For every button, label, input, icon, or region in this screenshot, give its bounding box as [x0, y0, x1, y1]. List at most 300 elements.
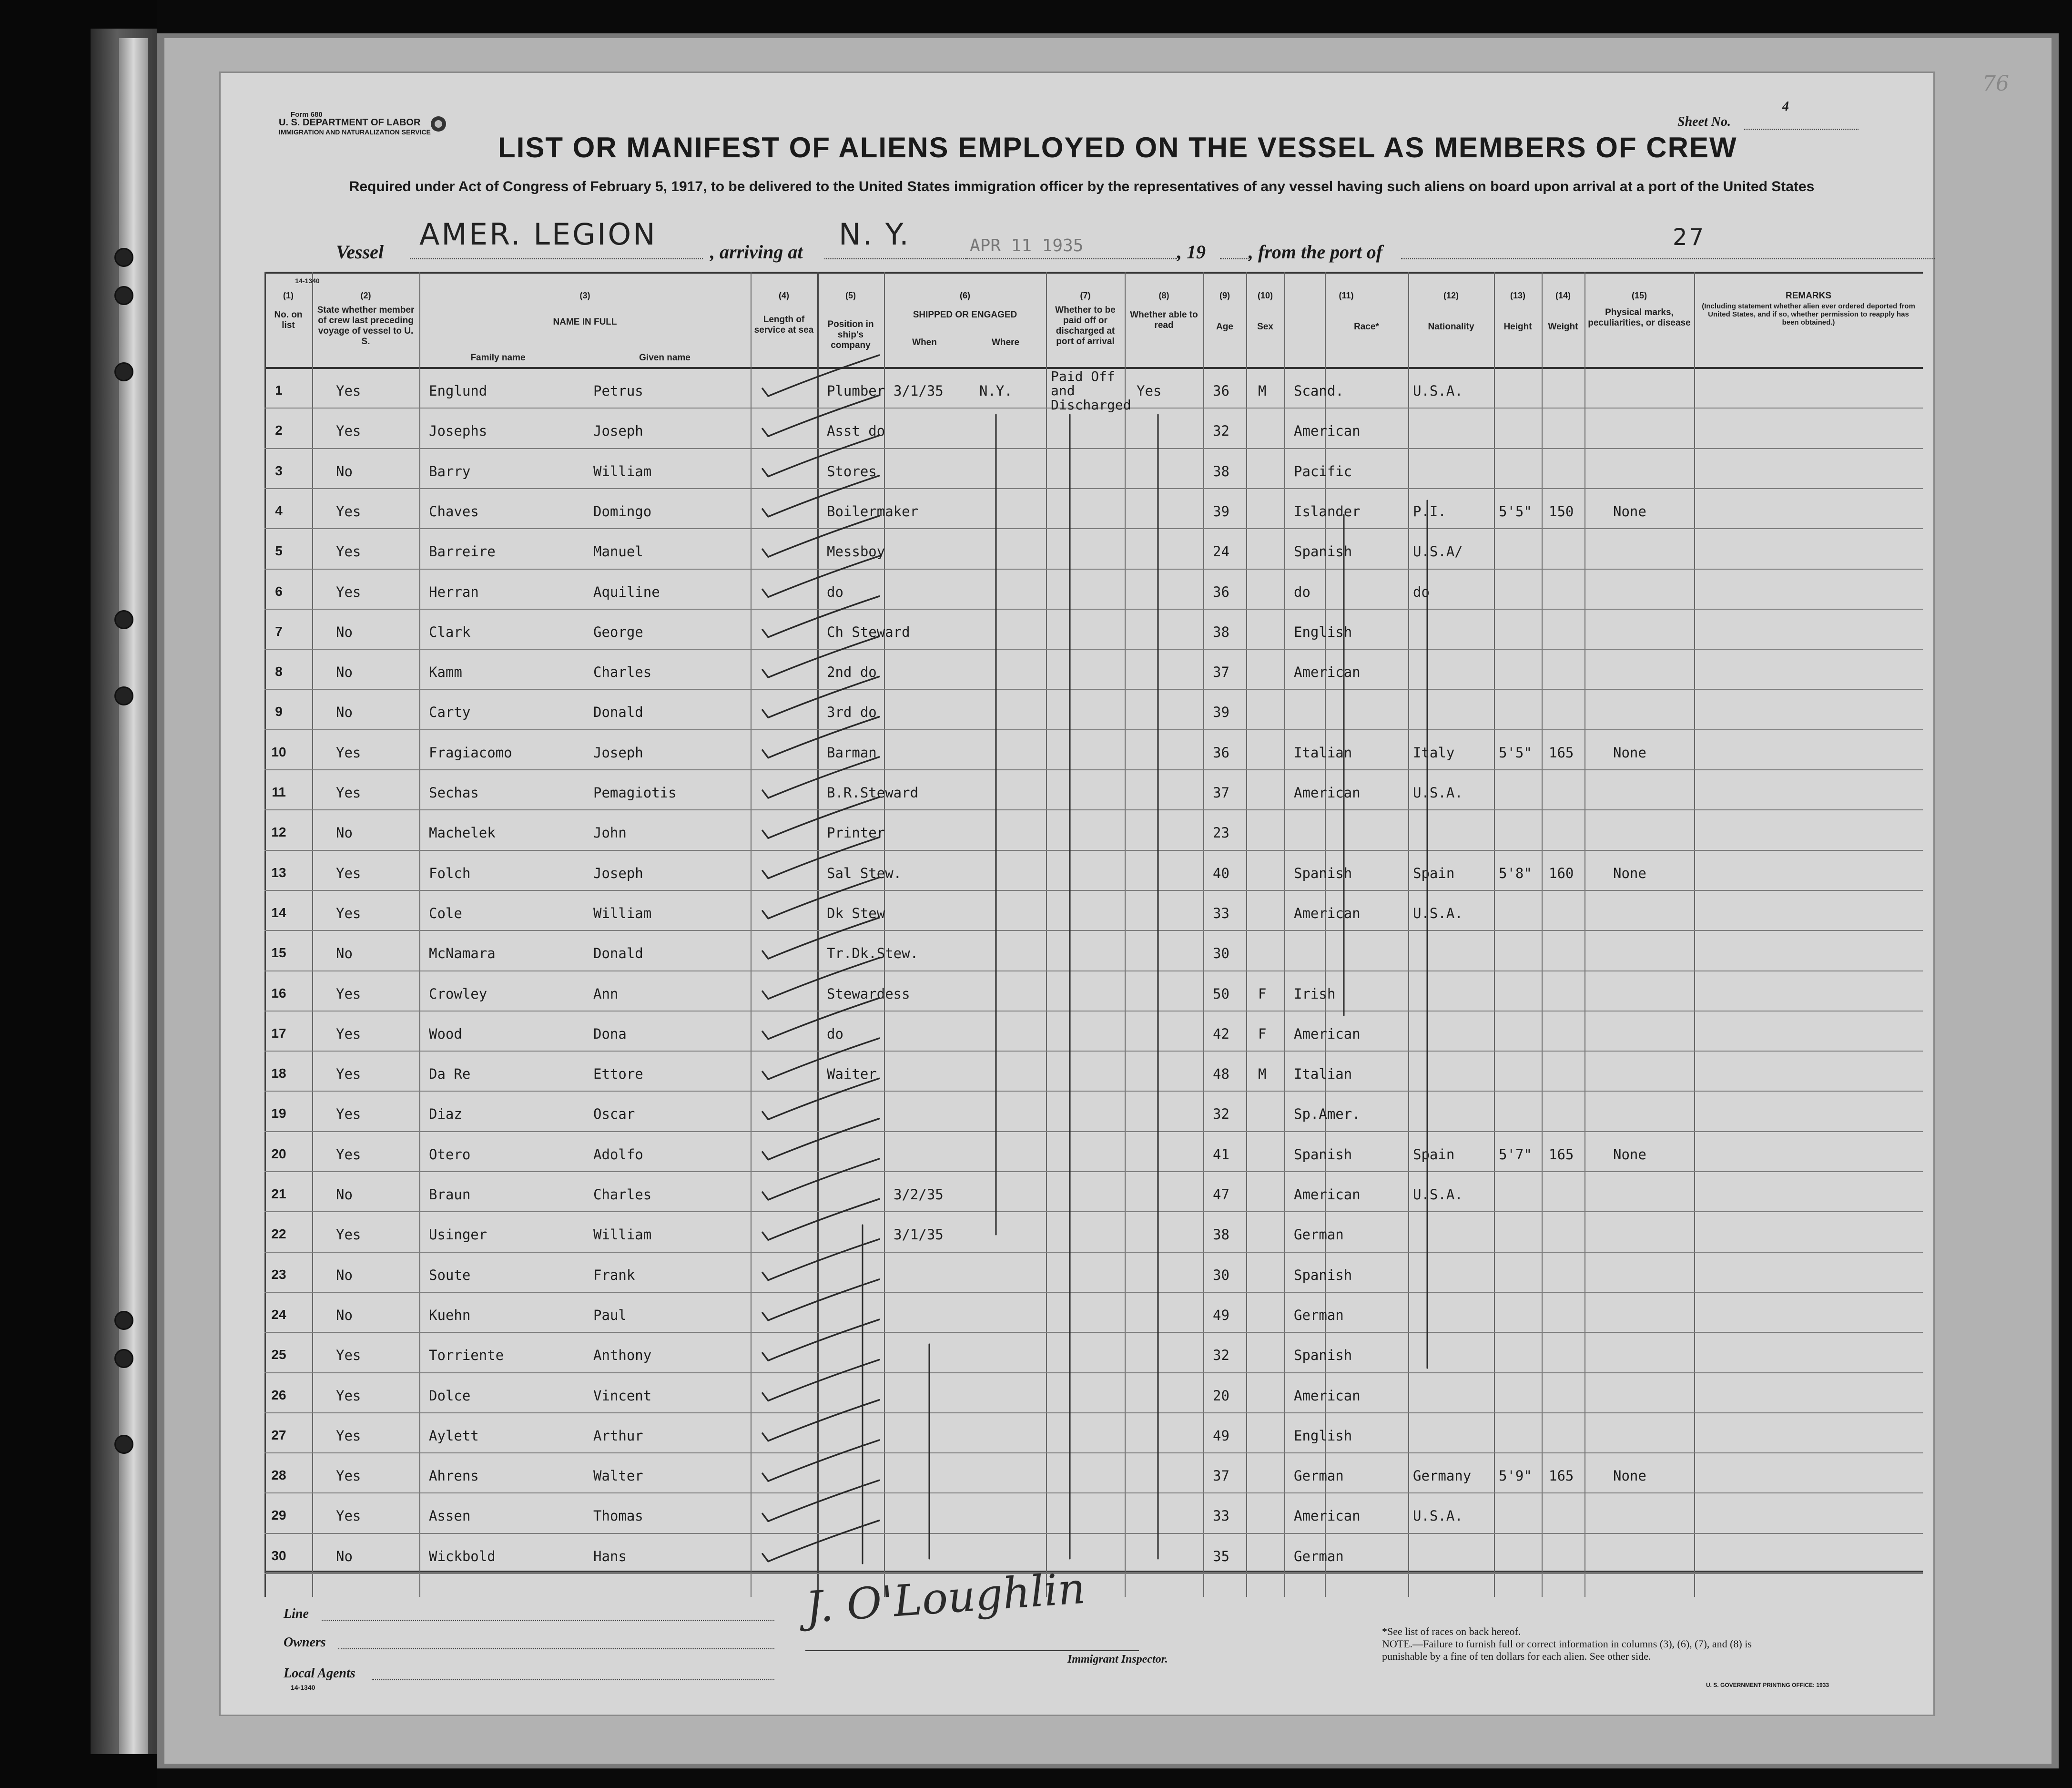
sex-cell: M — [1258, 1066, 1267, 1083]
given-name-cell: Donald — [593, 704, 643, 721]
physical-marks-cell: None — [1613, 1468, 1646, 1484]
nationality-cell: do — [1413, 583, 1430, 600]
arriving-label: , arriving at — [710, 241, 803, 263]
position-cell: 3rd do — [827, 704, 877, 721]
given-name-cell: Pemagiotis — [593, 785, 677, 801]
able-to-read-cell: Yes — [1137, 383, 1162, 399]
position-cell: Dk Stew — [827, 905, 885, 921]
col-num-7: (7) — [1080, 291, 1091, 300]
age-cell: 38 — [1213, 623, 1229, 640]
age-cell: 37 — [1213, 664, 1229, 681]
age-cell: 48 — [1213, 1066, 1229, 1083]
prev-voyage-cell: Yes — [336, 1106, 361, 1123]
row-number: 11 — [272, 785, 286, 799]
given-name-cell: John — [593, 825, 627, 841]
physical-marks-cell: None — [1613, 744, 1646, 761]
binder-edge — [0, 0, 157, 1788]
family-name-cell: Clark — [429, 623, 471, 640]
binder-hole — [114, 248, 133, 267]
row-number: 15 — [271, 945, 286, 960]
pen-stroke — [762, 757, 879, 798]
nationality-cell: U.S.A/ — [1413, 543, 1463, 560]
given-name-cell: Petrus — [593, 383, 643, 399]
physical-marks-cell: None — [1613, 865, 1646, 881]
prev-voyage-cell: No — [336, 945, 353, 962]
family-name-cell: Ahrens — [429, 1468, 479, 1484]
race-cell: American — [1294, 1186, 1361, 1203]
row-number: 14 — [271, 905, 286, 920]
owners-label: Owners — [284, 1635, 326, 1650]
position-cell: Stewardess — [827, 985, 910, 1002]
nationality-cell: Italy — [1413, 744, 1455, 761]
form-number: Form 680 — [291, 111, 323, 119]
nationality-cell: U.S.A. — [1413, 1508, 1463, 1524]
col-num-13: (13) — [1510, 291, 1525, 300]
age-cell: 38 — [1213, 1226, 1229, 1243]
row-number: 23 — [271, 1267, 286, 1282]
row-number: 17 — [271, 1025, 286, 1041]
position-cell: Plumber — [827, 383, 885, 399]
pen-stroke — [762, 1279, 879, 1320]
family-name-cell: Kuehn — [429, 1307, 471, 1323]
col-header-paid-off: Whether to be paid off or discharged at port of arrival — [1055, 305, 1116, 347]
row-number: 9 — [275, 704, 283, 719]
binder-hole — [114, 286, 133, 305]
given-name-cell: Joseph — [593, 423, 643, 439]
race-cell: German — [1294, 1307, 1344, 1323]
prev-voyage-cell: Yes — [336, 1146, 361, 1163]
age-cell: 37 — [1213, 785, 1229, 801]
prev-voyage-cell: Yes — [336, 423, 361, 439]
height-cell: 5'5" — [1499, 744, 1532, 761]
height-cell: 5'9" — [1499, 1468, 1532, 1484]
family-name-cell: Aylett — [429, 1427, 479, 1444]
family-name-cell: Dolce — [429, 1387, 471, 1404]
owners-underline — [338, 1648, 774, 1649]
row-number: 5 — [275, 543, 283, 559]
age-cell: 49 — [1213, 1307, 1229, 1323]
printer-line: U. S. GOVERNMENT PRINTING OFFICE: 1933 — [1706, 1682, 1829, 1688]
vessel-label: Vessel — [336, 241, 384, 263]
race-cell: Pacific — [1294, 463, 1352, 480]
binder-hole — [114, 610, 133, 629]
shipped-where-cell: N.Y. — [979, 383, 1013, 399]
weight-cell: 150 — [1549, 503, 1574, 520]
agents-label: Local Agents — [284, 1666, 355, 1681]
race-cell: Spanish — [1294, 865, 1352, 881]
age-cell: 32 — [1213, 423, 1229, 439]
prev-voyage-cell: Yes — [336, 905, 361, 921]
nationality-cell: P.I. — [1413, 503, 1446, 520]
prev-voyage-cell: Yes — [336, 785, 361, 801]
given-name-cell: Donald — [593, 945, 643, 962]
row-number: 6 — [275, 583, 283, 599]
col-num-15: (15) — [1631, 291, 1647, 300]
sheet-number: 4 — [1782, 99, 1789, 114]
date-line — [967, 258, 1177, 259]
age-cell: 41 — [1213, 1146, 1229, 1163]
pen-stroke — [762, 1400, 879, 1441]
given-name-cell: Paul — [593, 1307, 627, 1323]
race-cell: Irish — [1294, 985, 1336, 1002]
col-header-given: Given name — [639, 353, 691, 363]
pen-stroke — [762, 1199, 879, 1240]
family-name-cell: Wood — [429, 1025, 462, 1042]
col-header-remarks: REMARKS — [1785, 291, 1832, 301]
given-name-cell: Oscar — [593, 1106, 635, 1123]
agents-code: 14-1340 — [291, 1684, 315, 1691]
family-name-cell: Da Re — [429, 1066, 471, 1083]
race-cell: American — [1294, 1025, 1361, 1042]
row-number: 29 — [271, 1508, 286, 1523]
age-cell: 33 — [1213, 1508, 1229, 1524]
row-number: 19 — [271, 1106, 286, 1121]
col-header-remarks-note: (Including statement whether alien ever ordered deported from United States, and if so, whether permission to reapply has been obtained.) — [1702, 302, 1915, 327]
race-cell: Spanish — [1294, 1146, 1352, 1163]
row-number: 30 — [271, 1548, 286, 1563]
position-cell: Printer — [827, 825, 885, 841]
family-name-cell: Englund — [429, 383, 488, 399]
age-cell: 35 — [1213, 1548, 1229, 1564]
arriving-line — [824, 258, 967, 259]
from-port-label: , from the port of — [1249, 241, 1383, 263]
pen-stroke — [762, 1319, 879, 1360]
age-cell: 38 — [1213, 463, 1229, 480]
col-header-marks: Physical marks, peculiarities, or disease — [1588, 307, 1691, 328]
col-num-11: (11) — [1339, 291, 1354, 300]
race-cell: German — [1294, 1468, 1344, 1484]
position-cell: do — [827, 1025, 843, 1042]
given-name-cell: Manuel — [593, 543, 643, 560]
col-header-prev-voyage: State whether member of crew last preceding voyage of vessel to U. S. — [317, 305, 415, 347]
position-cell: do — [827, 583, 843, 600]
prev-voyage-cell: No — [336, 1307, 353, 1323]
position-cell: Messboy — [827, 543, 885, 560]
race-cell: do — [1294, 583, 1310, 600]
age-cell: 42 — [1213, 1025, 1229, 1042]
given-name-cell: Ann — [593, 985, 619, 1002]
col-num-6: (6) — [960, 291, 970, 300]
race-cell: American — [1294, 664, 1361, 681]
position-cell: Stores — [827, 463, 877, 480]
position-cell: Boilermaker — [827, 503, 919, 520]
race-cell: Spanish — [1294, 543, 1352, 560]
given-name-cell: Domingo — [593, 503, 652, 520]
position-cell: Tr.Dk.Stew. — [827, 945, 919, 962]
pen-stroke — [762, 878, 879, 919]
year-line — [1220, 258, 1249, 259]
shipped-when-cell: 3/1/35 — [894, 383, 944, 399]
nationality-cell: U.S.A. — [1413, 785, 1463, 801]
sex-cell: F — [1258, 985, 1267, 1002]
manifest-form — [219, 72, 1935, 1716]
prev-voyage-cell: Yes — [336, 1025, 361, 1042]
pen-stroke — [762, 1038, 879, 1079]
service-label: IMMIGRATION AND NATURALIZATION SERVICE — [279, 128, 431, 136]
family-name-cell: Fragiacomo — [429, 744, 512, 761]
nationality-cell: U.S.A. — [1413, 905, 1463, 921]
line-label: Line — [284, 1606, 309, 1621]
col-header-service: Length of service at sea — [754, 315, 814, 335]
nationality-cell: Spain — [1413, 865, 1455, 881]
age-cell: 30 — [1213, 1267, 1229, 1283]
crew-table — [264, 272, 1923, 1597]
weight-cell: 160 — [1549, 865, 1574, 881]
weight-cell: 165 — [1549, 744, 1574, 761]
given-name-cell: William — [593, 463, 652, 480]
pen-stroke — [762, 1360, 879, 1401]
races-note: *See list of races on back hereof. — [1382, 1625, 1521, 1637]
given-name-cell: Arthur — [593, 1427, 643, 1444]
family-name-cell: Folch — [429, 865, 471, 881]
col-header-family: Family name — [470, 353, 526, 363]
age-cell: 50 — [1213, 985, 1229, 1002]
age-cell: 47 — [1213, 1186, 1229, 1203]
binder-hole — [114, 1435, 133, 1454]
race-cell: German — [1294, 1226, 1344, 1243]
col-num-4: (4) — [779, 291, 789, 300]
prev-voyage-cell: No — [336, 704, 353, 721]
family-name-cell: Sechas — [429, 785, 479, 801]
col-header-height: Height — [1503, 322, 1532, 332]
col-header-when: When — [912, 337, 937, 347]
given-name-cell: Charles — [593, 1186, 652, 1203]
pen-stroke — [762, 958, 879, 999]
given-name-cell: Thomas — [593, 1508, 643, 1524]
row-number: 20 — [271, 1146, 286, 1161]
race-cell: Italian — [1294, 744, 1352, 761]
row-number: 3 — [275, 463, 283, 478]
pen-stroke — [762, 1159, 879, 1200]
race-cell: Spanish — [1294, 1267, 1352, 1283]
binder-hole — [114, 686, 133, 705]
pen-stroke — [762, 1239, 879, 1280]
position-cell: Barman — [827, 744, 877, 761]
age-cell: 32 — [1213, 1106, 1229, 1123]
pen-stroke — [762, 516, 879, 557]
age-cell: 40 — [1213, 865, 1229, 881]
col-header-no: No. on list — [274, 310, 303, 330]
given-name-cell: Charles — [593, 664, 652, 681]
col-num-3: (3) — [579, 291, 590, 300]
family-name-cell: Crowley — [429, 985, 488, 1002]
binder-hole — [114, 1349, 133, 1368]
age-cell: 32 — [1213, 1347, 1229, 1364]
fine-note: NOTE.—Failure to furnish full or correct information in columns (3), (6), (7), and (8) is punishable by a fine of ten dollars for each alien. See other side. — [1382, 1638, 1752, 1662]
col-num-12: (12) — [1443, 291, 1459, 300]
col-num-9: (9) — [1219, 291, 1230, 300]
family-name-cell: Carty — [429, 704, 471, 721]
row-number: 2 — [275, 423, 283, 438]
department-label: U. S. DEPARTMENT OF LABOR — [279, 117, 421, 128]
family-name-cell: Braun — [429, 1186, 471, 1203]
family-name-cell: Cole — [429, 905, 462, 921]
given-name-cell: Joseph — [593, 865, 643, 881]
col-header-name: NAME IN FULL — [553, 317, 617, 327]
pen-stroke — [762, 476, 879, 517]
vessel-name: AMER. LEGION — [419, 217, 657, 252]
position-cell: Ch Steward — [827, 623, 910, 640]
form-title: LIST OR MANIFEST OF ALIENS EMPLOYED ON THE VESSEL AS MEMBERS OF CREW — [498, 132, 1737, 163]
position-cell: Asst do — [827, 423, 885, 439]
physical-marks-cell: None — [1613, 503, 1646, 520]
family-name-cell: Chaves — [429, 503, 479, 520]
given-name-cell: William — [593, 1226, 652, 1243]
pen-stroke — [762, 1480, 879, 1521]
prev-voyage-cell: Yes — [336, 503, 361, 520]
paid-off-note: Paid Off and Discharged — [1051, 368, 1131, 413]
race-cell: American — [1294, 785, 1361, 801]
prev-voyage-cell: No — [336, 1186, 353, 1203]
prev-voyage-cell: Yes — [336, 744, 361, 761]
prev-voyage-cell: Yes — [336, 1387, 361, 1404]
pen-stroke — [762, 717, 879, 758]
form-subtitle: Required under Act of Congress of February 5, 1917, to be delivered to the United States immigration officer by the representatives of any vessel having such aliens on board upon arrival at a port of the United States — [349, 179, 1815, 194]
family-name-cell: Diaz — [429, 1106, 462, 1123]
prev-voyage-cell: Yes — [336, 383, 361, 399]
row-number: 22 — [271, 1226, 286, 1242]
prev-voyage-cell: No — [336, 623, 353, 640]
family-name-cell: Usinger — [429, 1226, 488, 1243]
height-cell: 5'8" — [1499, 865, 1532, 881]
row-number: 1 — [275, 383, 283, 398]
row-number: 10 — [271, 744, 286, 759]
age-cell: 36 — [1213, 744, 1229, 761]
pen-stroke — [762, 918, 879, 959]
col-num-14: (14) — [1555, 291, 1571, 300]
seal-icon — [429, 114, 448, 133]
prev-voyage-cell: Yes — [336, 1427, 361, 1444]
prev-voyage-cell: No — [336, 664, 353, 681]
race-cell: Italian — [1294, 1066, 1352, 1083]
agents-underline — [372, 1679, 774, 1680]
row-number: 28 — [271, 1468, 286, 1483]
col-num-10: (10) — [1257, 291, 1273, 300]
vessel-line — [410, 258, 703, 259]
age-cell: 24 — [1213, 543, 1229, 560]
signature-line — [805, 1650, 1139, 1651]
pen-stroke — [762, 1521, 879, 1562]
from-port-number: 27 — [1673, 224, 1706, 251]
weight-cell: 165 — [1549, 1468, 1574, 1484]
given-name-cell: Joseph — [593, 744, 643, 761]
race-cell: American — [1294, 1508, 1361, 1524]
shipped-when-cell: 3/2/35 — [894, 1186, 944, 1203]
prev-voyage-cell: Yes — [336, 865, 361, 881]
position-cell: 2nd do — [827, 664, 877, 681]
race-cell: Islander — [1294, 503, 1361, 520]
family-name-cell: Wickbold — [429, 1548, 496, 1564]
handwritten-marks — [264, 272, 1923, 1597]
age-cell: 36 — [1213, 383, 1229, 399]
position-cell: Waiter — [827, 1066, 877, 1083]
col-header-sex: Sex — [1257, 322, 1273, 332]
inspector-signature: J. O'Loughlin — [804, 1563, 1087, 1633]
given-name-cell: George — [593, 623, 643, 640]
col-header-race: Race* — [1354, 322, 1379, 332]
col-header-age: Age — [1216, 322, 1233, 332]
age-cell: 36 — [1213, 583, 1229, 600]
prev-voyage-cell: Yes — [336, 1066, 361, 1083]
col-header-position: Position in ship's company — [827, 319, 874, 350]
row-number: 4 — [275, 503, 283, 518]
physical-marks-cell: None — [1613, 1146, 1646, 1163]
nationality-cell: Spain — [1413, 1146, 1455, 1163]
given-name-cell: Hans — [593, 1548, 627, 1564]
age-cell: 30 — [1213, 945, 1229, 962]
nationality-cell: Germany — [1413, 1468, 1472, 1484]
position-cell: Sal Stew. — [827, 865, 902, 881]
col-header-where: Where — [991, 337, 1020, 347]
given-name-cell: William — [593, 905, 652, 921]
age-cell: 37 — [1213, 1468, 1229, 1484]
prev-voyage-cell: Yes — [336, 1347, 361, 1364]
row-number: 18 — [271, 1066, 286, 1081]
given-name-cell: Aquiline — [593, 583, 660, 600]
row-number: 26 — [271, 1387, 286, 1402]
binder-hole — [114, 362, 133, 381]
race-cell: German — [1294, 1548, 1344, 1564]
row-number: 21 — [271, 1186, 286, 1201]
family-name-cell: McNamara — [429, 945, 496, 962]
age-cell: 39 — [1213, 503, 1229, 520]
family-name-cell: Barry — [429, 463, 471, 480]
family-name-cell: Josephs — [429, 423, 488, 439]
year-label: , 19 — [1177, 241, 1206, 263]
given-name-cell: Ettore — [593, 1066, 643, 1083]
family-name-cell: Soute — [429, 1267, 471, 1283]
given-name-cell: Dona — [593, 1025, 627, 1042]
date-stamp: APR 11 1935 — [970, 236, 1084, 255]
race-cell: American — [1294, 423, 1361, 439]
prev-voyage-cell: No — [336, 1548, 353, 1564]
prev-voyage-cell: Yes — [336, 1226, 361, 1243]
race-cell: English — [1294, 623, 1352, 640]
position-cell: B.R.Steward — [827, 785, 919, 801]
race-cell: American — [1294, 1387, 1361, 1404]
sheet-no-line — [1744, 129, 1859, 130]
from-port-line — [1401, 258, 1935, 259]
pen-stroke — [762, 838, 879, 879]
family-name-cell: Torriente — [429, 1347, 504, 1364]
family-name-cell: Otero — [429, 1146, 471, 1163]
family-name-cell: Machelek — [429, 825, 496, 841]
given-name-cell: Anthony — [593, 1347, 652, 1364]
pen-stroke — [762, 556, 879, 597]
pen-stroke — [762, 676, 879, 717]
arriving-port: N. Y. — [839, 217, 911, 252]
given-name-cell: Vincent — [593, 1387, 652, 1404]
race-cell: English — [1294, 1427, 1352, 1444]
row-number: 13 — [271, 865, 286, 880]
prev-voyage-cell: Yes — [336, 543, 361, 560]
row-number: 16 — [271, 985, 286, 1001]
age-cell: 49 — [1213, 1427, 1229, 1444]
pen-stroke — [762, 1440, 879, 1481]
pen-stroke — [762, 1078, 879, 1119]
sex-cell: F — [1258, 1025, 1267, 1042]
prev-voyage-cell: Yes — [336, 583, 361, 600]
prev-voyage-cell: No — [336, 463, 353, 480]
form-code-top: 14-1340 — [295, 277, 320, 285]
col-num-5: (5) — [845, 291, 856, 300]
shipped-when-cell: 3/1/35 — [894, 1226, 944, 1243]
given-name-cell: Frank — [593, 1267, 635, 1283]
sheet-label: Sheet No. — [1677, 114, 1731, 129]
col-header-nationality: Nationality — [1428, 322, 1474, 332]
given-name-cell: Walter — [593, 1468, 643, 1484]
race-cell: Scand. — [1294, 383, 1344, 399]
